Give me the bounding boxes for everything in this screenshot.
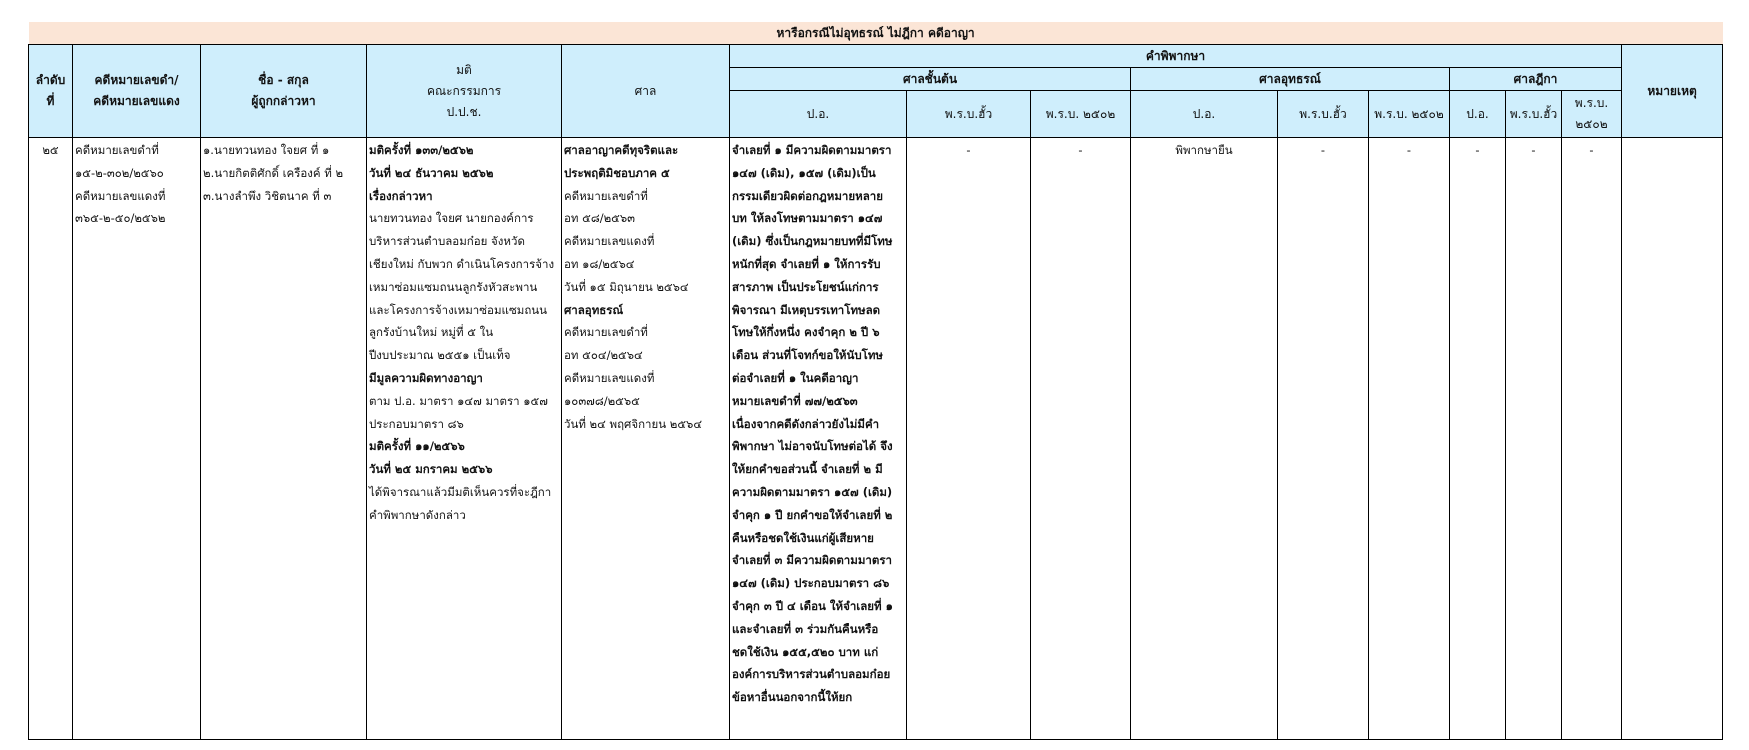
header-judgment: คำพิพากษา: [730, 45, 1622, 68]
resolution-line: เหมาซ่อมแซมถนนลูกรังหัวสะพาน: [369, 279, 538, 294]
cell-supreme-act-2502: -: [1562, 138, 1622, 740]
first-judgment-line: ชดใช้เงิน ๑๕๕,๕๒๐ บาท แก่: [732, 644, 879, 659]
resolution-line: นายทวนทอง ใจยศ นายกองค์การ: [369, 211, 534, 226]
header-court-supreme: ศาลฎีกา: [1450, 68, 1622, 91]
table-row: [29, 138, 1723, 740]
header-accused: [201, 45, 367, 138]
header-resolution-line: คณะกรรมการ: [426, 83, 502, 98]
resolution-line: ประกอบมาตรา ๘๖: [369, 416, 464, 431]
first-judgment-line: กรรมเดียวผิดต่อกฎหมายหลาย: [732, 188, 883, 203]
court-line: คดีหมายเลขดำที่: [564, 325, 648, 340]
cell-appeal-act-corrupt: -: [1278, 138, 1369, 740]
court-line: ศาลอุทธรณ์: [564, 302, 624, 317]
cell-appeal-criminal-code: พิพากษายืน: [1131, 138, 1278, 740]
header-no: [29, 45, 73, 138]
resolution-line: เชียงใหม่ กับพวก ดำเนินโครงการจ้าง: [369, 256, 555, 271]
resolution-line: คำพิพากษาดังกล่าว: [369, 507, 466, 522]
header-no-line: ลำดับ: [35, 73, 66, 87]
first-judgment-line: จำเลยที่ ๑ มีความผิดตามมาตรา: [732, 143, 892, 157]
header-no-line: ที่: [46, 94, 55, 108]
resolution-line: ตาม ป.อ. มาตรา ๑๔๗ มาตรา ๑๕๗: [369, 393, 548, 408]
header-resolution-line: ป.ป.ช.: [446, 104, 482, 119]
first-judgment-line: โทษให้กึ่งหนึ่ง คงจำคุก ๒ ปี ๖: [732, 325, 880, 340]
court-line: ประพฤติมิชอบภาค ๕: [564, 165, 670, 180]
resolution-line: เรื่องกล่าวหา: [369, 188, 433, 203]
resolution-line: มีมูลความผิดทางอาญา: [369, 370, 483, 385]
header-court: ศาล: [562, 45, 730, 138]
header-appeal-act-corrupt: พ.ร.บ.ฮั้ว: [1278, 91, 1369, 138]
header-first-act-corrupt: พ.ร.บ.ฮั้ว: [907, 91, 1031, 138]
resolution-line: และโครงการจ้างเหมาซ่อมแซมถนน: [369, 302, 548, 317]
case-sheet: [28, 22, 1722, 740]
cell-first-act-corrupt: -: [907, 138, 1031, 740]
first-judgment-line: สารภาพ เป็นประโยชน์แก่การ: [732, 279, 879, 294]
resolution-line: ปีงบประมาณ ๒๕๕๑ เป็นเท็จ: [369, 348, 511, 363]
header-first-act-2502: พ.ร.บ. ๒๕๐๒: [1031, 91, 1131, 138]
first-judgment-line: จำคุก ๑ ปี ยกคำขอให้จำเลยที่ ๒: [732, 507, 893, 522]
court-line: คดีหมายเลขแดงที่: [564, 370, 655, 385]
first-judgment-line: เดือน ส่วนที่โจทก์ขอให้นับโทษ: [732, 348, 884, 363]
cell-supreme-criminal-code: -: [1450, 138, 1506, 740]
case-table: [28, 22, 1723, 740]
accused-line: ๑.นายทวนทอง ใจยศ ที่ ๑: [203, 143, 330, 157]
resolution-line: ลูกรังบ้านใหม่ หมู่ที่ ๕ ใน: [369, 325, 494, 340]
header-court-first: ศาลชั้นต้น: [730, 68, 1131, 91]
resolution-line: วันที่ ๒๔ ธันวาคม ๒๕๖๒: [369, 165, 494, 180]
header-appeal-act-2502: พ.ร.บ. ๒๕๐๒: [1369, 91, 1450, 138]
resolution-line: วันที่ ๒๕ มกราคม ๒๕๖๖: [369, 462, 493, 477]
cell-remark: [1622, 138, 1723, 740]
header-accused-line: ชื่อ - สกุล: [258, 73, 309, 87]
case-no-line: คดีหมายเลขแดงที่: [75, 188, 166, 203]
cell-no: ๒๕: [29, 138, 73, 740]
header-resolution-line: มติ: [456, 62, 472, 77]
court-line: อท ๕๐๔/๒๕๖๔: [564, 348, 643, 363]
first-judgment-line: ต่อจำเลยที่ ๑ ในคดีอาญา: [732, 370, 859, 385]
resolution-line: มติครั้งที่ ๑๓๓/๒๕๖๒: [369, 143, 474, 157]
court-line: ศาลอาญาคดีทุจริตและ: [564, 143, 679, 157]
first-judgment-line: บท ให้ลงโทษตามมาตรา ๑๔๗: [732, 211, 883, 226]
first-judgment-line: ให้ยกคำขอส่วนนี้ จำเลยที่ ๒ มี: [732, 462, 883, 477]
first-judgment-line: ๑๔๗ (เดิม), ๑๕๗ (เดิม)เป็น: [732, 165, 876, 180]
first-judgment-line: หมายเลขดำที่ ๗๗/๒๕๖๓: [732, 393, 858, 408]
case-no-line: ๓๖๕-๒-๕๐/๒๕๖๒: [75, 211, 166, 226]
header-supreme-act-2502: [1562, 91, 1622, 138]
header-supreme-act-corrupt: พ.ร.บ.ฮั้ว: [1506, 91, 1562, 138]
court-line: อท ๕๘/๒๕๖๓: [564, 211, 636, 226]
court-line: คดีหมายเลขดำที่: [564, 188, 648, 203]
cell-resolution: [367, 138, 562, 740]
cell-first-criminal-code: [730, 138, 907, 740]
first-judgment-line: เนื่องจากคดีดังกล่าวยังไม่มีคำ: [732, 416, 880, 431]
first-judgment-line: ความผิดตามมาตรา ๑๕๗ (เดิม): [732, 484, 893, 499]
cell-accused: [201, 138, 367, 740]
header-supreme-act-2502-line: พ.ร.บ.: [1574, 96, 1609, 110]
header-accused-line: ผู้ถูกกล่าวหา: [251, 94, 316, 108]
accused-line: ๒.นายกิตติศักดิ์ เครืองค์ ที่ ๒: [203, 165, 344, 180]
first-judgment-line: และจำเลยที่ ๓ ร่วมกันคืนหรือ: [732, 621, 879, 636]
first-judgment-line: พิจารณา มีเหตุบรรเทาโทษลด: [732, 302, 881, 317]
court-line: ๑๐๓๗๘/๒๕๖๕: [564, 393, 640, 408]
first-judgment-line: ๑๔๗ (เดิม) ประกอบมาตรา ๘๖: [732, 576, 890, 591]
resolution-line: มติครั้งที่ ๑๑/๒๕๖๖: [369, 439, 465, 454]
header-appeal-criminal-code: ป.อ.: [1131, 91, 1278, 138]
first-judgment-line: จำเลยที่ ๓ มีความผิดตามมาตรา: [732, 553, 892, 568]
header-case-no-line: คดีหมายเลขดำ/: [94, 73, 179, 87]
first-judgment-line: ข้อหาอื่นนอกจากนี้ให้ยก: [732, 690, 853, 705]
first-judgment-line: หนักที่สุด จำเลยที่ ๑ ให้การรับ: [732, 256, 881, 271]
header-court-appeal: ศาลอุทธรณ์: [1131, 68, 1450, 91]
header-first-criminal-code: ป.อ.: [730, 91, 907, 138]
cell-supreme-act-corrupt: -: [1506, 138, 1562, 740]
first-judgment-line: (เดิม) ซึ่งเป็นกฎหมายบทที่มีโทษ: [732, 234, 893, 249]
case-no-line: คดีหมายเลขดำที่: [75, 143, 159, 157]
header-supreme-act-2502-line: ๒๕๐๒: [1575, 117, 1608, 131]
header-resolution: [367, 45, 562, 138]
court-line: คดีหมายเลขแดงที่: [564, 234, 655, 249]
header-remark: หมายเหตุ: [1622, 45, 1723, 138]
accused-line: ๓.นางลำพึง วิชิตนาค ที่ ๓: [203, 188, 332, 203]
case-no-line: ๑๕-๒-๓๐๒/๒๕๖๐: [75, 165, 164, 180]
cell-first-act-2502: -: [1031, 138, 1131, 740]
resolution-line: ได้พิจารณาแล้วมีมติเห็นควรที่จะฎีกา: [369, 484, 552, 499]
cell-appeal-act-2502: -: [1369, 138, 1450, 740]
resolution-line: บริหารส่วนตำบลอมก๋อย จังหวัด: [369, 234, 525, 249]
court-line: วันที่ ๒๔ พฤศจิกายน ๒๕๖๔: [564, 416, 703, 431]
cell-court: [562, 138, 730, 740]
first-judgment-line: จำคุก ๓ ปี ๔ เดือน ให้จำเลยที่ ๑: [732, 598, 893, 613]
header-supreme-criminal-code: ป.อ.: [1450, 91, 1506, 138]
first-judgment-line: คืนหรือชดใช้เงินแก่ผู้เสียหาย: [732, 530, 874, 545]
first-judgment-line: องค์การบริหารส่วนตำบลอมก๋อย: [732, 667, 891, 682]
header-case-no: [73, 45, 201, 138]
header-case-no-line: คดีหมายเลขแดง: [93, 94, 180, 108]
table-banner: หารือกรณีไม่อุทธรณ์ ไม่ฎีกา คดีอาญา: [29, 22, 1723, 45]
first-judgment-line: พิพากษา ไม่อาจนับโทษต่อได้ จึง: [732, 439, 893, 454]
cell-case-no: [73, 138, 201, 740]
court-line: อท ๑๘/๒๕๖๔: [564, 256, 635, 271]
court-line: วันที่ ๑๕ มิถุนายน ๒๕๖๔: [564, 279, 689, 294]
